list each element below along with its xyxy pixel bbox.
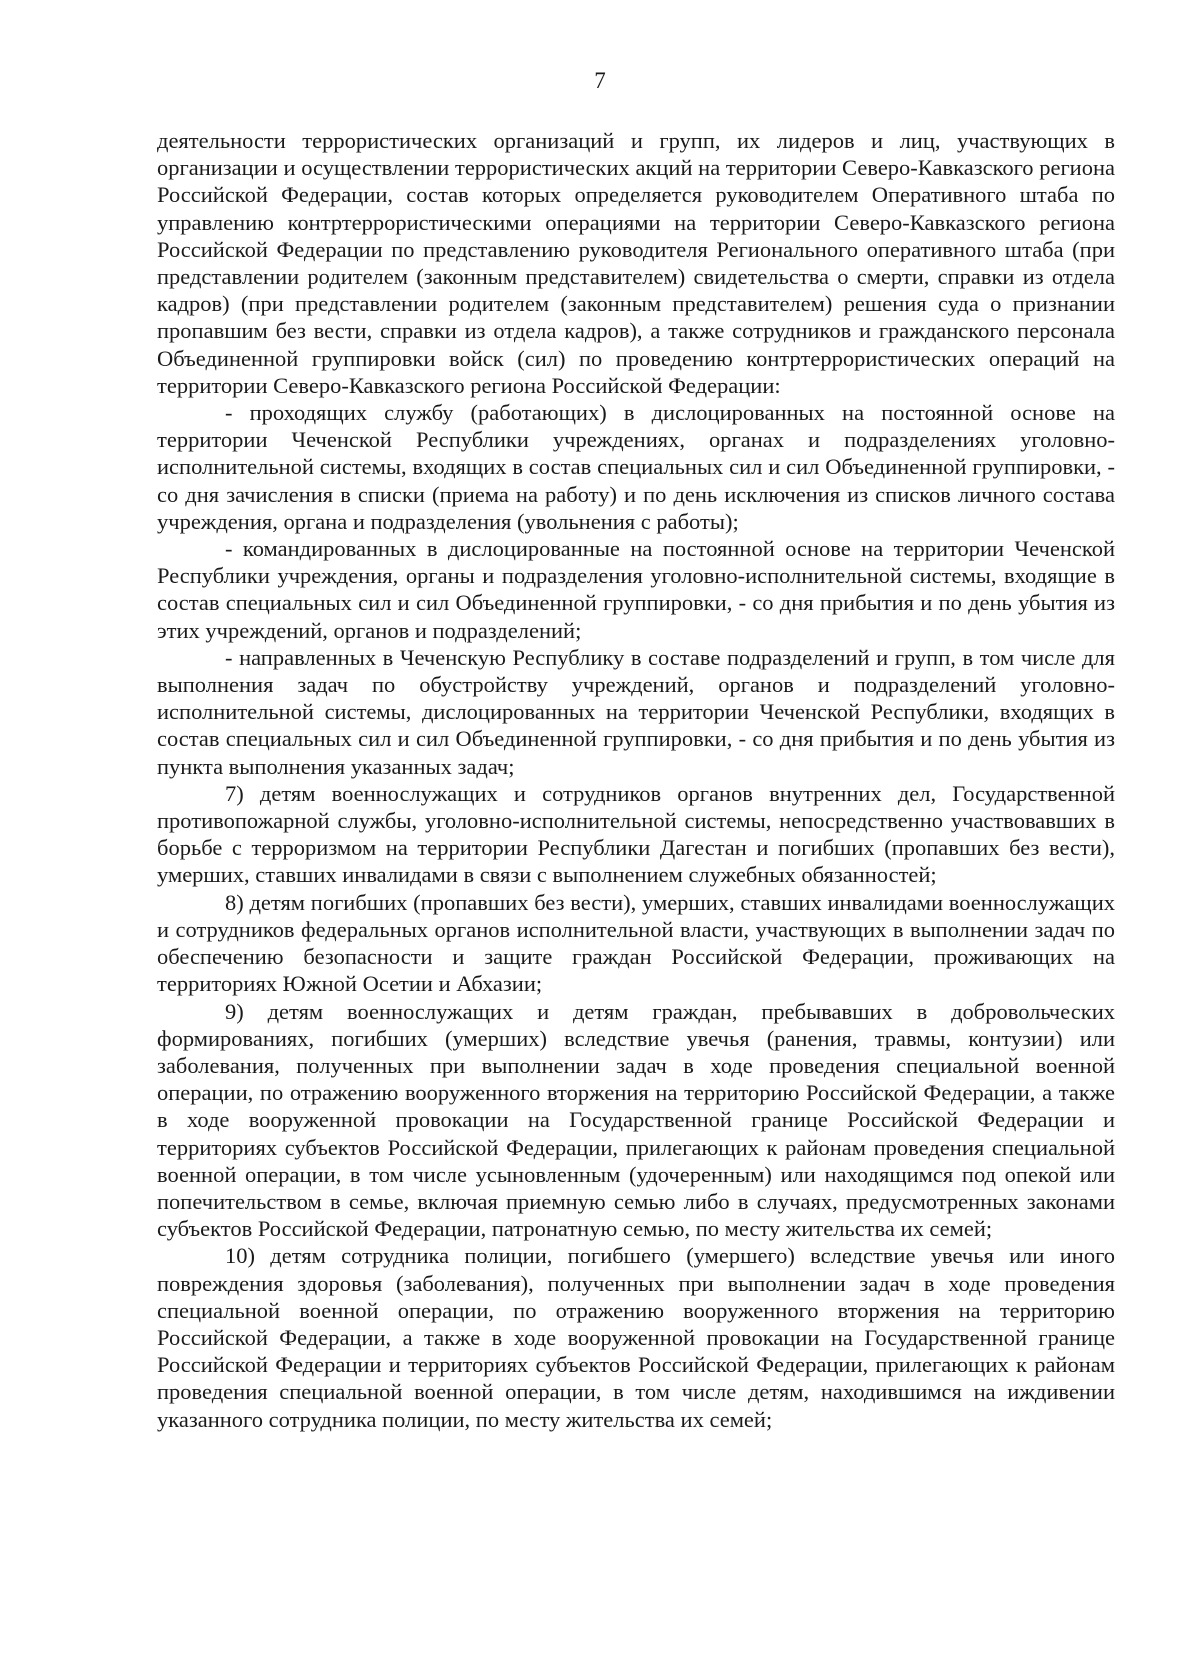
paragraph-item-serving: - проходящих службу (работающих) в дислоцированных на постоянной основе на территории Чеченской Республики учреждениях, органах и подразделениях уголовно-исполнительной системы, входящих в состав специальных сил и сил Объединенной группировки, - со дня зачисления в списки (приема на работу) и по день исключения из списков личного состава учреждения, органа и подразделения (увольнения с работы);: [157, 400, 1115, 534]
paragraph-item-seconded: - командированных в дислоцированные на постоянной основе на территории Чеченской Республики учреждения, органы и подразделения уголовно-исполнительной системы, входящие в состав специальных сил и сил Объединенной группировки, - со дня прибытия и по день убытия из этих учреждений, органов и подразделений;: [157, 536, 1115, 643]
page-number: 7: [594, 68, 606, 93]
document-body: [157, 127, 1115, 1433]
paragraph-item-9: 9) детям военнослужащих и детям граждан, пребывавших в добровольческих формированиях, погибших (умерших) вследствие увечья (ранения, травмы, контузии) или заболевания, полученных при выполнении задач в ходе проведения специальной военной операции, по отражению вооруженного вторжения на территорию Российской Федерации, а также в ходе вооруженной провокации на Государственной границе Российской Федерации и территориях субъектов Российской Федерации, прилегающих к районам проведения специальной военной операции, в том числе усыновленным (удочеренным) или находящимся под опекой или попечительством в семье, включая приемную семью либо в случаях, предусмотренных законами субъектов Российской Федерации, патронатную семью, по месту жительства их семей;: [157, 998, 1115, 1242]
paragraph-item-7: 7) детям военнослужащих и сотрудников органов внутренних дел, Государственной противопожарной службы, уголовно-исполнительной системы, непосредственно участвовавших в борьбе с терроризмом на территории Республики Дагестан и погибших (пропавших без вести), умерших, ставших инвалидами в связи с выполнением служебных обязанностей;: [157, 780, 1115, 888]
paragraph-item-8: 8) детям погибших (пропавших без вести), умерших, ставших инвалидами военнослужащих и сотрудников федеральных органов исполнительной власти, участвующих в выполнении задач по обеспечению безопасности и защите граждан Российской Федерации, проживающих на территориях Южной Осетии и Абхазии;: [157, 889, 1115, 997]
paragraph-item-directed: - направленных в Чеченскую Республику в составе подразделений и групп, в том числе для выполнения задач по обустройству учреждений, органов и подразделений уголовно-исполнительной системы, дислоцированных на территории Чеченской Республики, входящих в состав специальных сил и сил Объединенной группировки, - со дня прибытия и по день убытия из пункта выполнения указанных задач;: [157, 644, 1115, 779]
paragraph-item-10: 10) детям сотрудника полиции, погибшего (умершего) вследствие увечья или иного повреждения здоровья (заболевания), полученных при выполнении задач в ходе проведения специальной военной операции, по отражению вооруженного вторжения на территорию Российской Федерации, а также в ходе вооруженной провокации на Государственной границе Российской Федерации и территориях субъектов Российской Федерации, прилегающих к районам проведения специальной военной операции, в том числе детям, находившимся на иждивении указанного сотрудника полиции, по месту жительства их семей;: [157, 1243, 1115, 1432]
paragraph-continuation: деятельности террористических организаций и групп, их лидеров и лиц, участвующих в организации и осуществлении террористических акций на территории Северо-Кавказского региона Российской Федерации, состав которых определяется руководителем Оперативного штаба по управлению контртеррористическими операциями на территории Северо-Кавказского региона Российской Федерации по представлению руководителя Регионального оперативного штаба (при представлении родителем (законным представителем) свидетельства о смерти, справки из отдела кадров) (при представлении родителем (законным представителем) решения суда о признании пропавшим без вести, справки из отдела кадров), а также сотрудников и гражданского персонала Объединенной группировки войск (сил) по проведению контртеррористических операций на территории Северо-Кавказского региона Российской Федерации:: [157, 128, 1115, 398]
